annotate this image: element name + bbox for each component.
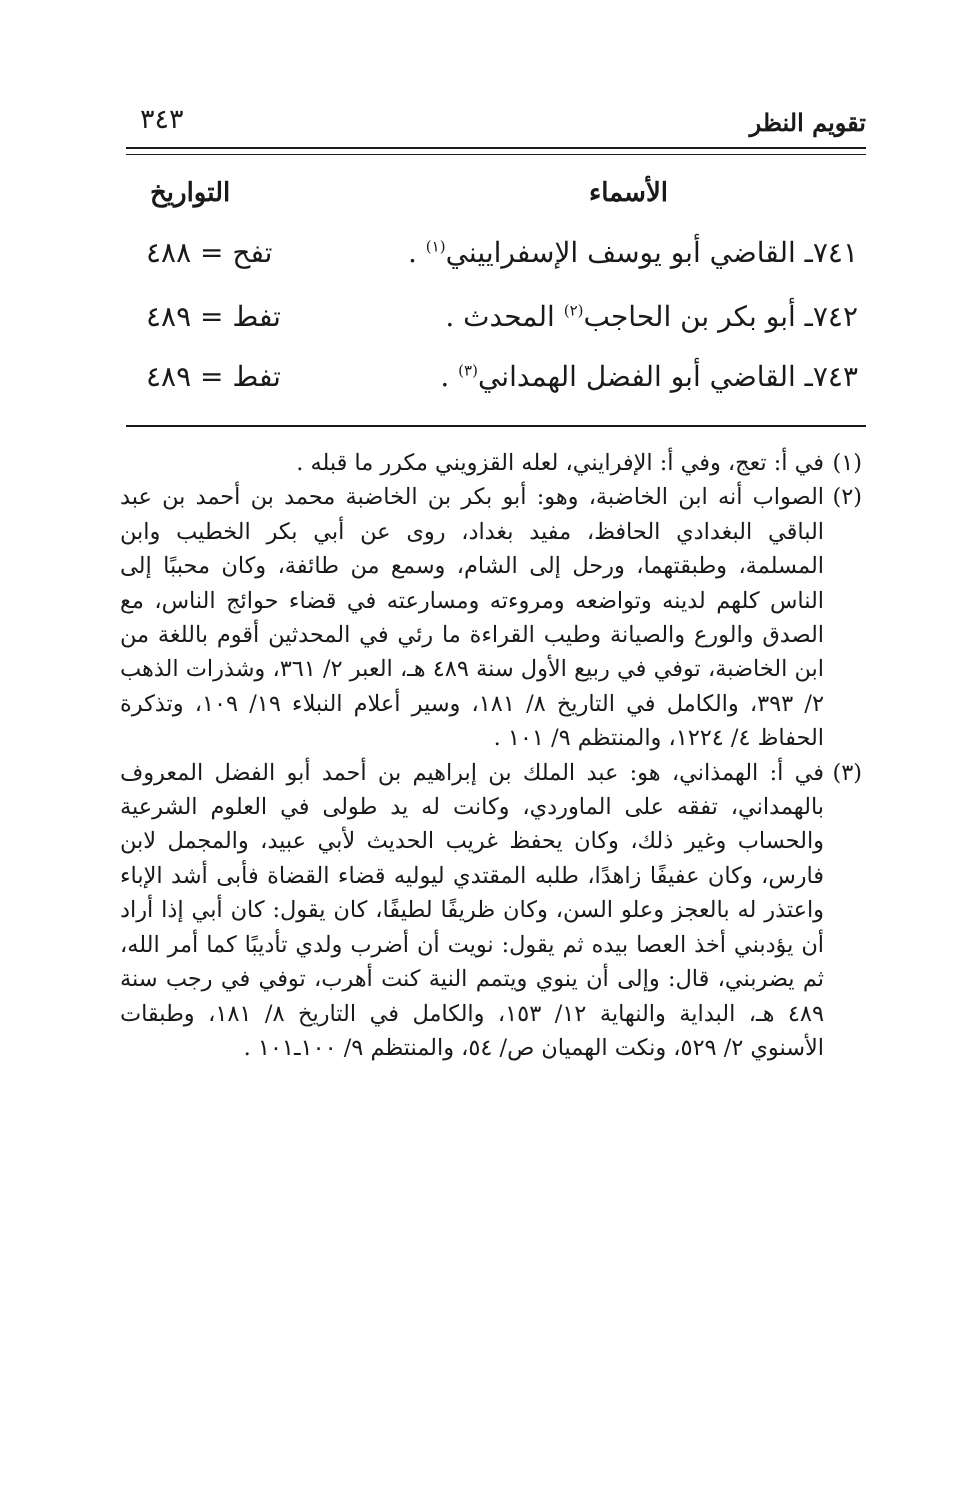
entry-name-text: ٧٤٣ـ القاضي أبو الفضل الهمداني [477,360,858,393]
footnote [120,446,862,480]
footnote-text: في أ: الهمذاني، هو: عبد الملك بن إبراهيم بن أحمد أبو الفضل المعروف بالهمداني، تفقه على الماوردي، وكانت له يد طولى في العلوم الشرعية والحساب وغير ذلك، وكان يحفظ غريب الحديث لأبي عبيد، والمجمل لابن فارس، وكان عفيفًا زاهدًا، طلبه المقتدي ليوليه قضاء القضاة فأبى أشد الإباء واعتذر له بالعجز وعلو السن، وكان ظريفًا لطيفًا، كان يقول: كان أبي إذا أراد أن يؤدبني أخذ العصا بيده ثم يقول: نويت أن أضرب ولدي تأديبًا كما أمر الله، ثم يضربني، قال: وإلى أن ينوي ويتمم النية كنت أهرب، توفي في رجب سنة ٤٨٩ هـ، البداية والنهاية ١٢/ ١٥٣، والكامل في التاريخ ٨/ ١٨١، وطبقات الأسنوي ٢/ ٥٢٩، ونكت الهميان ص/ ٥٤، والمنتظم ٩/ ١٠٠ـ١٠١ . [120,759,825,1061]
entry-name-end: . [440,360,459,393]
entry-date: تفط = ٤٨٩ [146,300,281,333]
entry-name [440,360,858,393]
entry-name-end: المحدث . [445,300,564,333]
footnote-marker[interactable]: (١) [425,237,446,256]
entry-name-end: . [407,236,426,269]
footnote [120,756,862,1066]
footnotes [120,446,862,1065]
footnote-number: (١) [832,450,862,476]
entry-name [445,300,858,333]
table-row [136,360,858,406]
footnote-number: (٣) [832,759,862,786]
entry-name-text: ٧٤١ـ القاضي أبو يوسف الإسفراييني [445,236,858,269]
footnote-marker[interactable]: (٣) [458,361,478,380]
table-row [136,300,858,346]
table-row [136,236,858,282]
footnote-marker[interactable]: (٢) [563,301,584,320]
footnote-number: (٢) [832,484,862,511]
running-title: تقويم النظر [749,108,866,137]
dates-column-heading: التواريخ [150,178,231,208]
footnote-text: في أ: تعج، وفي أ: الإفرايني، لعله القزويني مكرر ما قبله . [296,450,824,476]
footnote [120,480,862,755]
names-column-heading: الأسماء [588,178,668,208]
entry-date: تفح = ٤٨٨ [146,236,273,269]
running-header [126,104,866,144]
entry-date: تفط = ٤٨٩ [146,360,281,393]
footnote-text: الصواب أنه ابن الخاضبة، وهو: أبو بكر بن الخاضبة محمد بن أحمد بن عبد الباقي البغدادي الحافظ، مفيد بغداد، روى عن أبي بكر الخطيب وابن المسلمة، وطبقتهما، ورحل إلى الشام، وسمع من طائفة، وكان محببًا إلى الناس كلهم لدينه وتواضعه ومروءته ومسارعته في قضاء حوائج الناس، مع الصدق والورع والصيانة وطيب القراءة ما رئي في المحدثين أقوم باللغة من ابن الخاضبة، توفي في ربيع الأول سنة ٤٨٩ هـ، العبر ٢/ ٣٦١، وشذرات الذهب ٢/ ٣٩٣، والكامل في التاريخ ٨/ ١٨١، وسير أعلام النبلاء ١٩/ ١٠٩، وتذكرة الحفاظ ٤/ ١٢٢٤، والمنتظم ٩/ ١٠١ . [120,484,824,752]
entry-name [408,236,858,269]
footnote-separator-rule [126,425,866,427]
entry-name-text: ٧٤٢ـ أبو بكر بن الحاجب [583,300,858,333]
header-double-rule [126,147,866,155]
page-number: ٣٤٣ [140,104,184,135]
